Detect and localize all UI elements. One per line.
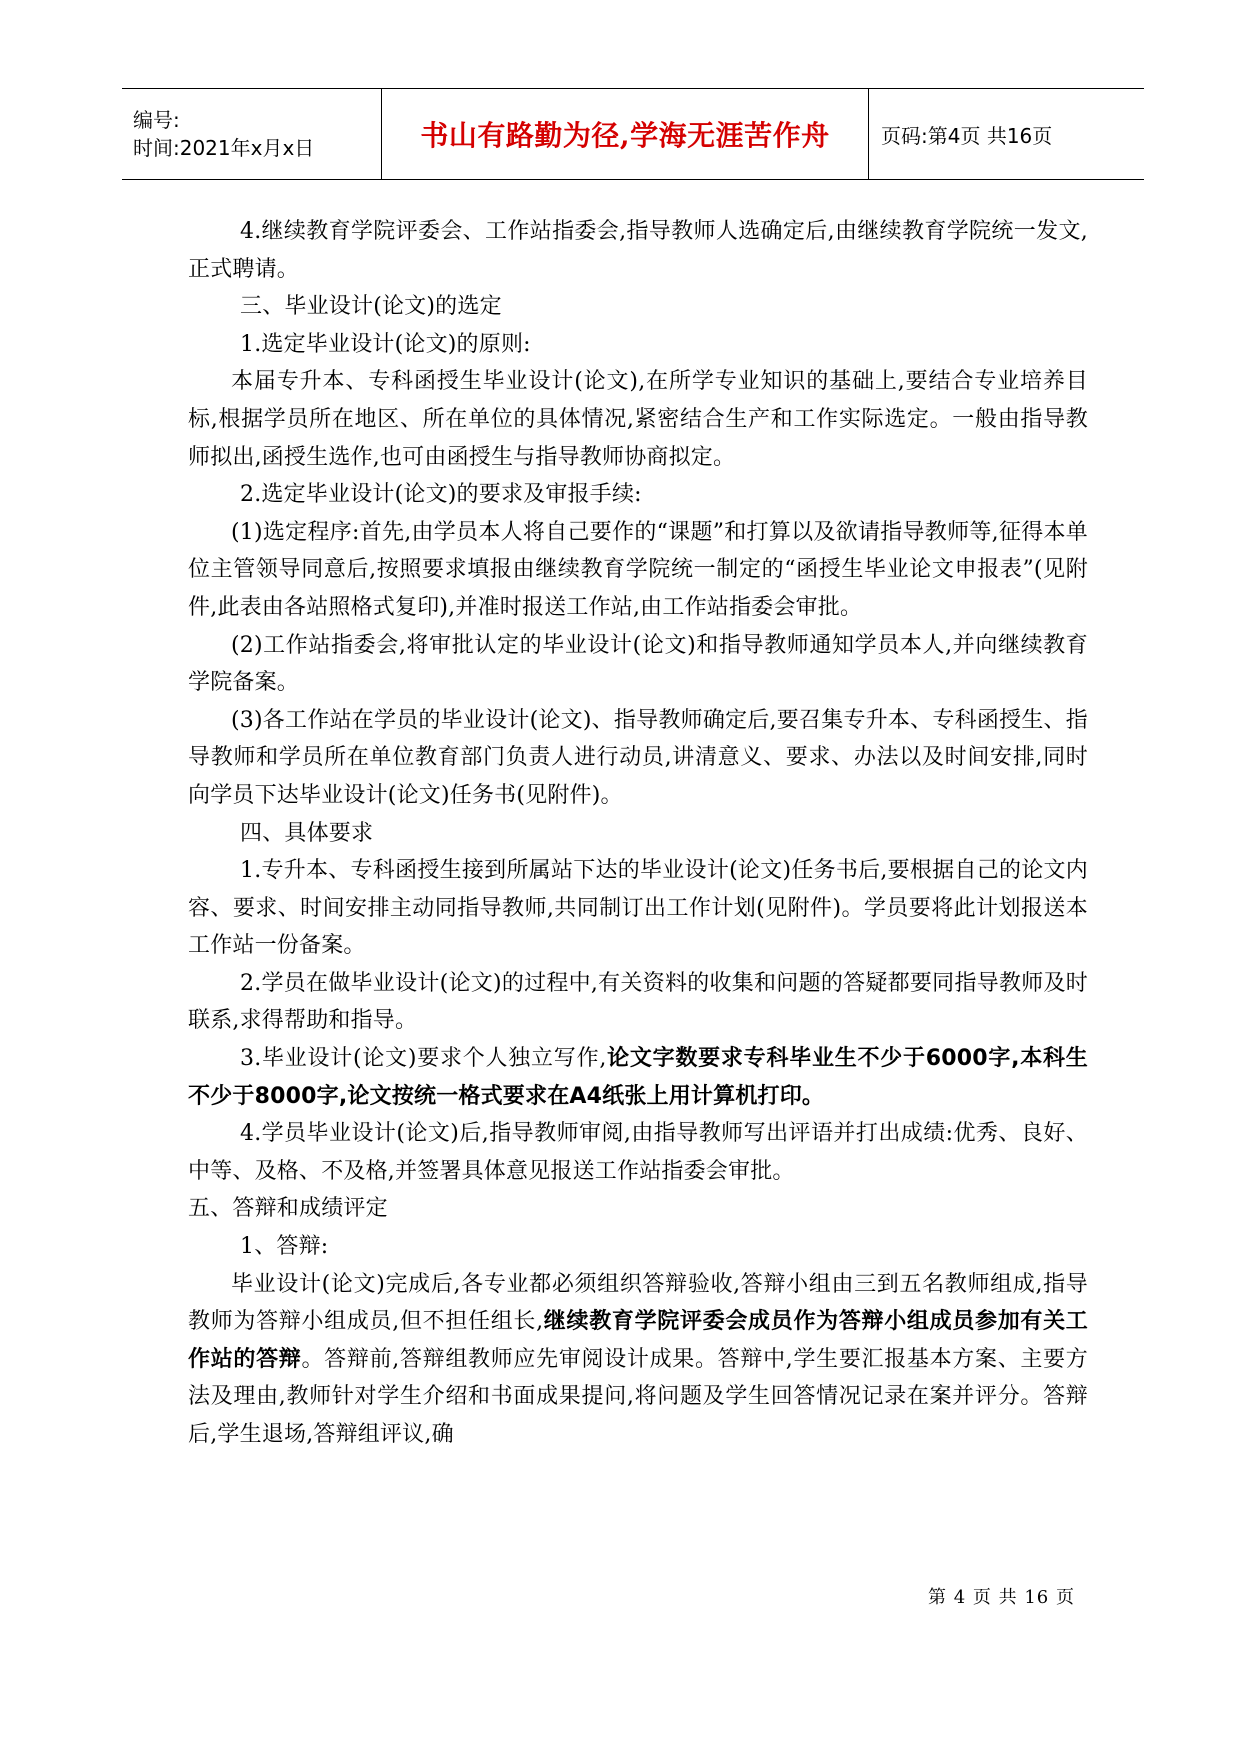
paragraph: 1.专升本、专科函授生接到所属站下达的毕业设计(论文)任务书后,要根据自己的论文内容、要求、时间安排主动同指导教师,共同制订出工作计划(见附件)。学员要将此计划报送本工作站一份备案。 bbox=[188, 858, 1088, 959]
bold-requirement: 继续教育学院评委会成员作为答辩小组成员参加有关工作站的答辩 bbox=[188, 1309, 1088, 1372]
paragraph: 4.继续教育学院评委会、工作站指委会,指导教师人选确定后,由继续教育学院统一发文,正式聘请。 bbox=[188, 219, 1088, 282]
header-meta-cell bbox=[122, 89, 382, 179]
paragraph: 2.学员在做毕业设计(论文)的过程中,有关资料的收集和问题的答疑都要同指导教师及时联系,求得帮助和指导。 bbox=[188, 970, 1088, 1034]
paragraph-text: 毕业设计(论文)完成后,各专业都必须组织答辩验收,答辩小组由三到五名教师组成,指导教师为答辩小组成员,但不担任组长, bbox=[188, 1271, 1088, 1335]
page-header bbox=[122, 88, 1144, 180]
document-body bbox=[188, 213, 1088, 1454]
header-motto-cell bbox=[382, 89, 869, 179]
paragraph: (1)选定程序:首先,由学员本人将自己要作的“课题”和打算以及欲请指导教师等,征得本单位主管领导同意后,按照要求填报由继续教育学院统一制定的“函授生毕业论文申报表”(见附件,此表由各站照格式复印),并准时报送工作站,由工作站指委会审批。 bbox=[188, 519, 1088, 620]
paragraph: (3)各工作站在学员的毕业设计(论文)、指导教师确定后,要召集专升本、专科函授生、指导教师和学员所在单位教育部门负责人进行动员,讲清意义、要求、办法以及时间安排,同时向学员下达毕业设计(论文)任务书(见附件)。 bbox=[188, 707, 1088, 808]
page-footer: 第 4 页 共 16 页 bbox=[928, 1587, 1075, 1608]
paragraph bbox=[188, 1040, 1088, 1115]
paragraph: (2)工作站指委会,将审批认定的毕业设计(论文)和指导教师通知学员本人,并向继续教育学院备案。 bbox=[188, 632, 1088, 696]
subsection-heading: 1.选定毕业设计(论文)的原则: bbox=[240, 331, 531, 357]
paragraph: 本届专升本、专科函授生毕业设计(论文),在所学专业知识的基础上,要结合专业培养目标,根据学员所在地区、所在单位的具体情况,紧密结合生产和工作实际选定。一般由指导教师拟出,函授生选作,也可由函授生与指导教师协商拟定。 bbox=[188, 369, 1088, 470]
paragraph: 4.学员毕业设计(论文)后,指导教师审阅,由指导教师写出评语并打出成绩:优秀、良好、中等、及格、不及格,并签署具体意见报送工作站指委会审批。 bbox=[188, 1121, 1088, 1184]
subsection-heading: 1、答辩: bbox=[240, 1234, 329, 1260]
subsection-heading: 2.选定毕业设计(论文)的要求及审报手续: bbox=[240, 482, 642, 508]
document-number-label: 编号: bbox=[133, 108, 180, 132]
section-heading: 三、毕业设计(论文)的选定 bbox=[240, 294, 502, 320]
paragraph bbox=[188, 1266, 1088, 1454]
section-heading: 五、答辩和成绩评定 bbox=[188, 1196, 388, 1222]
document-time-label: 时间:2021年x月x日 bbox=[133, 136, 315, 160]
paragraph-text: 。答辩前,答辩组教师应先审阅设计成果。答辩中,学生要汇报基本方案、主要方法及理由,教师针对学生介绍和书面成果提问,将问题及学生回答情况记录在案并评分。答辩后,学生退场,答辩组评议,确 bbox=[188, 1346, 1088, 1447]
header-motto: 书山有路勤为径,学海无涯苦作舟 bbox=[420, 119, 830, 152]
section-heading: 四、具体要求 bbox=[240, 820, 374, 846]
paragraph-text: 3.毕业设计(论文)要求个人独立写作, bbox=[240, 1046, 607, 1072]
header-page-cell bbox=[869, 89, 1144, 179]
header-page-number: 页码:第4页 共16页 bbox=[881, 123, 1053, 148]
bold-requirement: 论文字数要求专科毕业生不少于6000字,本科生不少于8000字,论文按统一格式要求在A4纸张上用计算机打印。 bbox=[188, 1046, 1088, 1109]
